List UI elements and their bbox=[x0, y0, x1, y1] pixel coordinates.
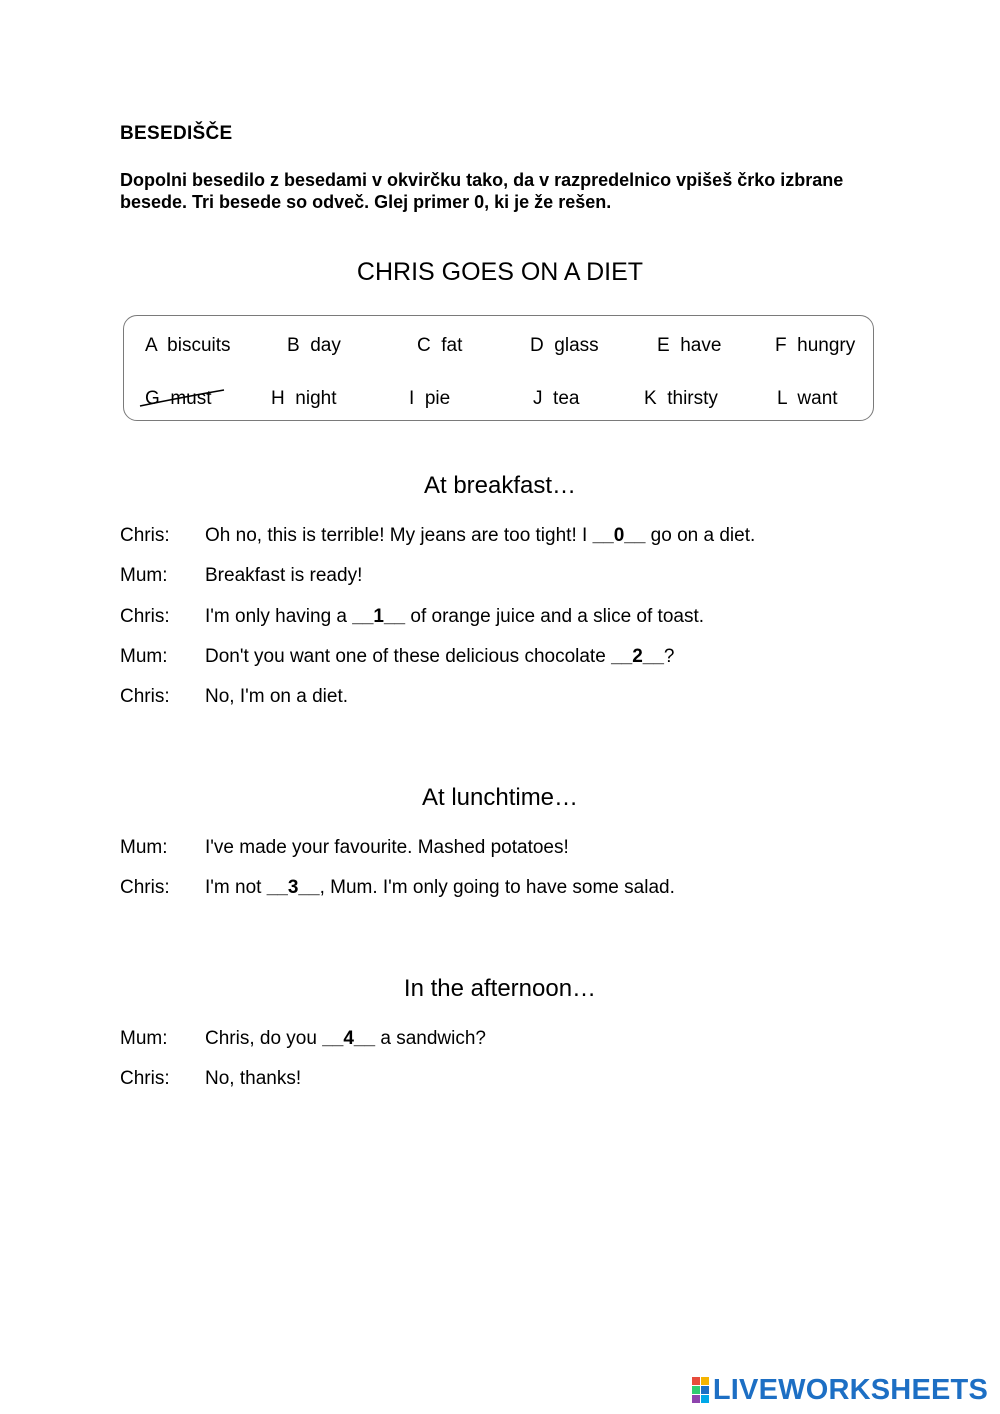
section-title: At breakfast… bbox=[423, 472, 577, 499]
speaker: Mum: bbox=[120, 646, 168, 667]
dialogue-text bbox=[205, 877, 675, 899]
text-before: Chris, do you bbox=[205, 1028, 323, 1049]
word-option: K thirsty bbox=[644, 388, 718, 409]
word-option: B day bbox=[287, 335, 341, 356]
gap-blank[interactable]: __1__ bbox=[352, 606, 406, 627]
worksheet-title: CHRIS GOES ON A DIET bbox=[356, 258, 644, 286]
gap-blank[interactable]: __0__ bbox=[592, 525, 646, 546]
text-after: go on a diet. bbox=[645, 525, 756, 546]
text-before: No, thanks! bbox=[205, 1068, 302, 1089]
dialogue-line bbox=[120, 877, 675, 943]
dialogue-text bbox=[205, 837, 569, 859]
section-title: At lunchtime… bbox=[421, 784, 579, 811]
dialogue-text bbox=[205, 565, 362, 587]
logo-blocks-icon bbox=[692, 1377, 709, 1403]
heading: BESEDIŠČE bbox=[120, 123, 233, 144]
text-before: No, I'm on a diet. bbox=[205, 686, 349, 707]
word-option: J tea bbox=[533, 388, 580, 409]
speaker: Chris: bbox=[120, 877, 170, 898]
text-after: of orange juice and a slice of toast. bbox=[405, 606, 705, 627]
text-before: Don't you want one of these delicious chocolate bbox=[205, 646, 612, 667]
dialogue-line bbox=[120, 1068, 302, 1134]
text-before: I've made your favourite. Mashed potatoes! bbox=[205, 837, 569, 858]
word-option: L want bbox=[777, 388, 838, 409]
word-option: E have bbox=[657, 335, 722, 356]
speaker: Chris: bbox=[120, 525, 170, 546]
word-option: C fat bbox=[417, 335, 463, 356]
word-option: D glass bbox=[530, 335, 599, 356]
dialogue-text bbox=[205, 1068, 301, 1090]
strikethrough-mark bbox=[138, 387, 228, 409]
word-option: G must bbox=[145, 388, 212, 409]
dialogue-text bbox=[205, 686, 348, 708]
word-option: I pie bbox=[409, 388, 451, 409]
dialogue-text bbox=[205, 646, 674, 668]
text-after: ? bbox=[663, 646, 675, 667]
speaker: Chris: bbox=[120, 686, 170, 707]
text-before: I'm not bbox=[205, 877, 267, 898]
speaker: Chris: bbox=[120, 606, 170, 627]
speaker: Chris: bbox=[120, 1068, 170, 1089]
liveworksheets-logo bbox=[692, 1372, 988, 1408]
instructions: Dopolni besedilo z besedami v okvirčku tako, da v razpredelnico vpišeš črko izbrane besede. Tri besede so odveč. Glej primer 0, ki je že rešen. bbox=[120, 170, 844, 212]
speaker: Mum: bbox=[120, 837, 168, 858]
speaker: Mum: bbox=[120, 565, 168, 586]
dialogue-text bbox=[205, 1028, 486, 1050]
gap-blank[interactable]: __2__ bbox=[611, 646, 664, 667]
section-title: In the afternoon… bbox=[403, 975, 597, 1002]
brand-name: LIVEWORKSHEETS bbox=[712, 1373, 988, 1406]
word-option: A biscuits bbox=[145, 335, 231, 356]
word-option: F hungry bbox=[775, 335, 856, 356]
word-option: H night bbox=[271, 388, 337, 409]
dialogue-text bbox=[205, 525, 755, 547]
text-before: I'm only having a bbox=[205, 606, 353, 627]
text-after: a sandwich? bbox=[375, 1028, 486, 1049]
text-before: Breakfast is ready! bbox=[205, 565, 363, 586]
speaker: Mum: bbox=[120, 1028, 168, 1049]
dialogue-text bbox=[205, 606, 704, 628]
word-box bbox=[123, 315, 874, 421]
text-after: , Mum. I'm only going to have some salad. bbox=[319, 877, 675, 898]
gap-blank[interactable]: __3__ bbox=[266, 877, 320, 898]
gap-blank[interactable]: __4__ bbox=[322, 1028, 376, 1049]
text-before: Oh no, this is terrible! My jeans are too tight! I bbox=[205, 525, 593, 546]
dialogue-line bbox=[120, 686, 349, 752]
